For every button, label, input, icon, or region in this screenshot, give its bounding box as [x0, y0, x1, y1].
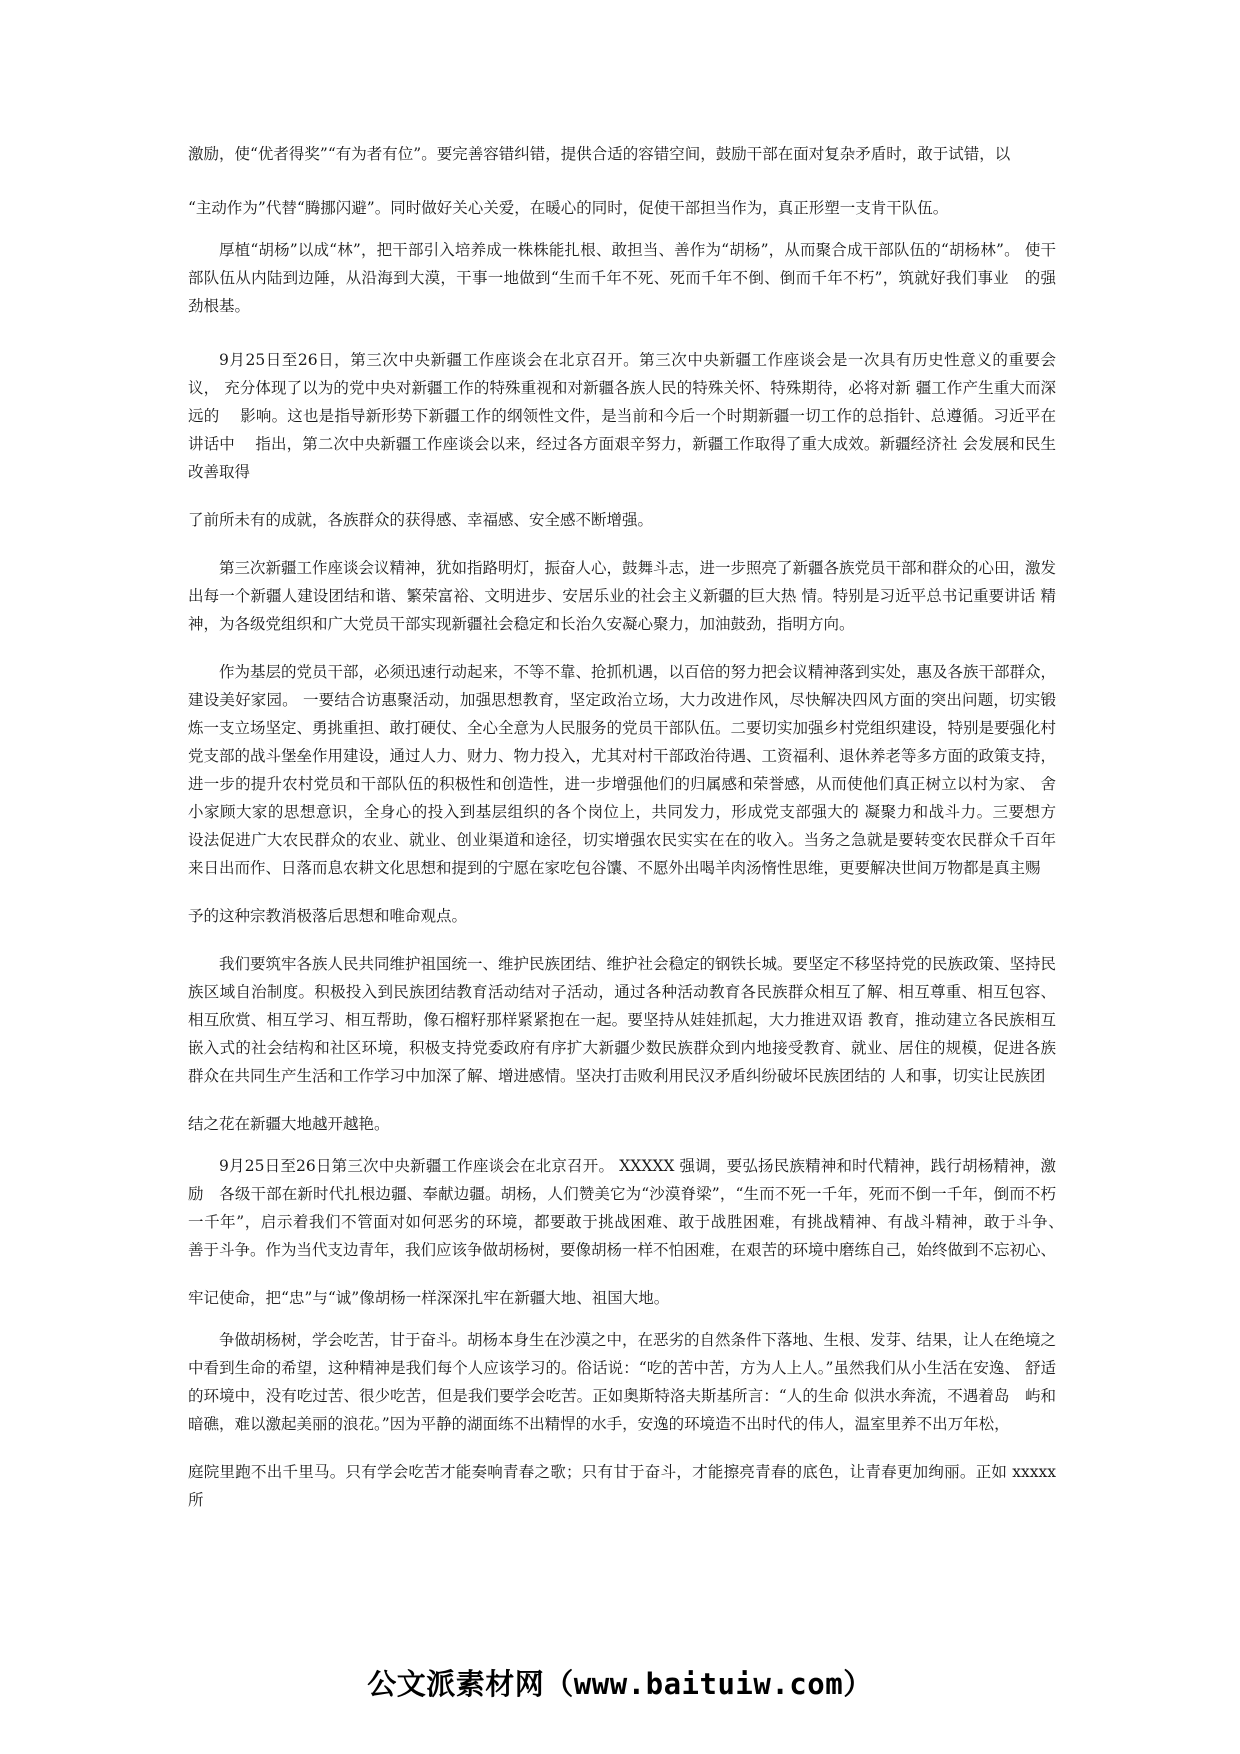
document-body: [188, 140, 1077, 1514]
paragraph-3: 厚植“胡杨”以成“林”，把干部引入培养成一株株能扎根、敢担当、善作为“胡杨”，从而聚合成干部队伍的“胡杨林”。 使干部队伍从内陆到边陲，从沿海到大漠，干事一地做到“生而千年不死、死而千年不倒、倒而千年不朽”，筑就好我们事业 的强劲根基。: [188, 241, 1056, 315]
paragraph-6: 第三次新疆工作座谈会议精神，犹如指路明灯，振奋人心，鼓舞斗志，进一步照亮了新疆各族党员干部和群众的心田，激发出每一个新疆人建设团结和谐、繁荣富裕、文明进步、安居乐业的社会主义新疆的巨大热 情。特别是习近平总书记重要讲话 精神，为各级党组织和广大党员干部实现新疆社会稳定和长治久安凝心聚力，加油鼓劲，指明方向。: [188, 559, 1057, 633]
paragraph-4: 9月25日至26日，第三次中央新疆工作座谈会在北京召开。第三次中央新疆工作座谈会是一次具有历史性意义的重要会议， 充分体现了以为的党中央对新疆工作的特殊重视和对新疆各族人民的特殊关怀、特殊期待，必将对新 疆工作产生重大而深远的 影响。这也是指导新形势下新疆工作的纲领性文件，是当前和今后一个时期新疆一切工作的总指针、总遵循。习近平在讲话中 指出，第二次中央新疆工作座谈会以来，经过各方面艰辛努力，新疆工作取得了重大成效。新疆经济社 会发展和民生改善取得: [188, 351, 1056, 481]
paragraph-13: 争做胡杨树，学会吃苦，甘于奋斗。胡杨本身生在沙漠之中，在恶劣的自然条件下落地、生根、发芽、结果，让人在绝境之中看到生命的希望，这种精神是我们每个人应该学习的。俗话说：“吃的苦中苦，方为人上人。”虽然我们从小生活在安逸、 舒适的环境中，没有吃过苦、很少吃苦，但是我们要学会吃苦。正如奥斯特洛夫斯基所言：“人的生命 似洪水奔流，不遇着岛 屿和暗礁，难以激起美丽的浪花。”因为平静的湖面练不出精悍的水手，安逸的环境造不出时代的伟人，温室里养不出万年松，: [188, 1331, 1057, 1433]
paragraph-8: 予的这种宗教消极落后思想和唯命观点。: [188, 907, 468, 925]
paragraph-14: 庭院里跑不出千里马。只有学会吃苦才能奏响青春之歌；只有甘于奋斗，才能擦亮青春的底色，让青春更加绚丽。正如 xxxxx 所: [188, 1463, 1056, 1509]
paragraph-10: 结之花在新疆大地越开越艳。: [188, 1115, 390, 1133]
paragraph-12: 牢记使命，把“忠”与“诚”像胡杨一样深深扎牢在新疆大地、祖国大地。: [188, 1289, 670, 1307]
paragraph-5: 了前所未有的成就，各族群众的获得感、幸福感、安全感不断增强。: [188, 511, 654, 529]
paragraph-7: 作为基层的党员干部，必须迅速行动起来，不等不靠、抢抓机遇，以百倍的努力把会议精神落到实处，惠及各族干部群众，建设美好家园。 一要结合访惠聚活动，加强思想教育，坚定政治立场，大力改进作风，尽快解决四风方面的突出问题，切实锻炼一支立场坚定、勇挑重担、敢打硬仗、全心全意为人民服务的党员干部队伍。二要切实加强乡村党组织建设，特别是要强化村党支部的战斗堡垒作用建设，通过人力、财力、物力投入，尤其对村干部政治待遇、工资福利、退休养老等多方面的政策支持，进一步的提升农村党员和干部队伍的积极性和创造性，进一步增强他们的归属感和荣誉感，从而使他们真正树立以村为家、 舍小家顾大家的思想意识，全身心的投入到基层组织的各个岗位上，共同发力，形成党支部强大的 凝聚力和战斗力。三要想方 设法促进广大农民群众的农业、就业、创业渠道和途径，切实增强农民实实在在的收入。当务之急就是要转变农民群众千百年 来日出而作、日落而息农耕文化思想和提到的宁愿在家吃包谷馕、不愿外出喝羊肉汤惰性思维，更要解决世间万物都是真主赐: [188, 663, 1072, 877]
paragraph-11: 9月25日至26日第三次中央新疆工作座谈会在北京召开。 XXXXX 强调，要弘扬民族精神和时代精神，践行胡杨精神，激励 各级干部在新时代扎根边疆、奉献边疆。胡杨，人们赞美它为“沙漠脊梁”，“生而不死一千年，死而不倒一千年，倒而不朽 一千年”，启示着我们不管面对如何恶劣的环境，都要敢于挑战困难、敢于战胜困难，有挑战精神、有战斗精神，敢于斗争、 善于斗争。作为当代支边青年，我们应该争做胡杨树，要像胡杨一样不怕困难，在艰苦的环境中磨练自己，始终做到不忘初心、: [188, 1157, 1077, 1259]
paragraph-1: 激励，使“优者得奖”“有为者有位”。要完善容错纠错，提供合适的容错空间，鼓励干部在面对复杂矛盾时，敢于试错，以: [188, 145, 1011, 163]
paragraph-9: 我们要筑牢各族人民共同维护祖国统一、维护民族团结、维护社会稳定的钢铁长城。要坚定不移坚持党的民族政策、坚持民族区域自治制度。积极投入到民族团结教育活动结对子活动，通过各种活动教育各民族群众相互了解、相互尊重、相互包容、 相互欣赏、相互学习、相互帮助，像石榴籽那样紧紧抱在一起。要坚持从娃娃抓起，大力推进双语 教育，推动建立各民族相互 嵌入式的社会结构和社区环境，积极支持党委政府有序扩大新疆少数民族群众到内地接受教育、就业、居住的规模，促进各族 群众在共同生产生活和工作学习中加深了解、增进感情。坚决打击败利用民汉矛盾纠纷破坏民族团结的 人和事，切实让民族团: [188, 955, 1072, 1085]
footer-watermark: 公文派素材网（www.baituiw.com）: [367, 1667, 873, 1701]
paragraph-2: “主动作为”代替“腾挪闪避”。同时做好关心关爱，在暖心的同时，促使干部担当作为，真正形塑一支肯干队伍。: [188, 199, 949, 217]
